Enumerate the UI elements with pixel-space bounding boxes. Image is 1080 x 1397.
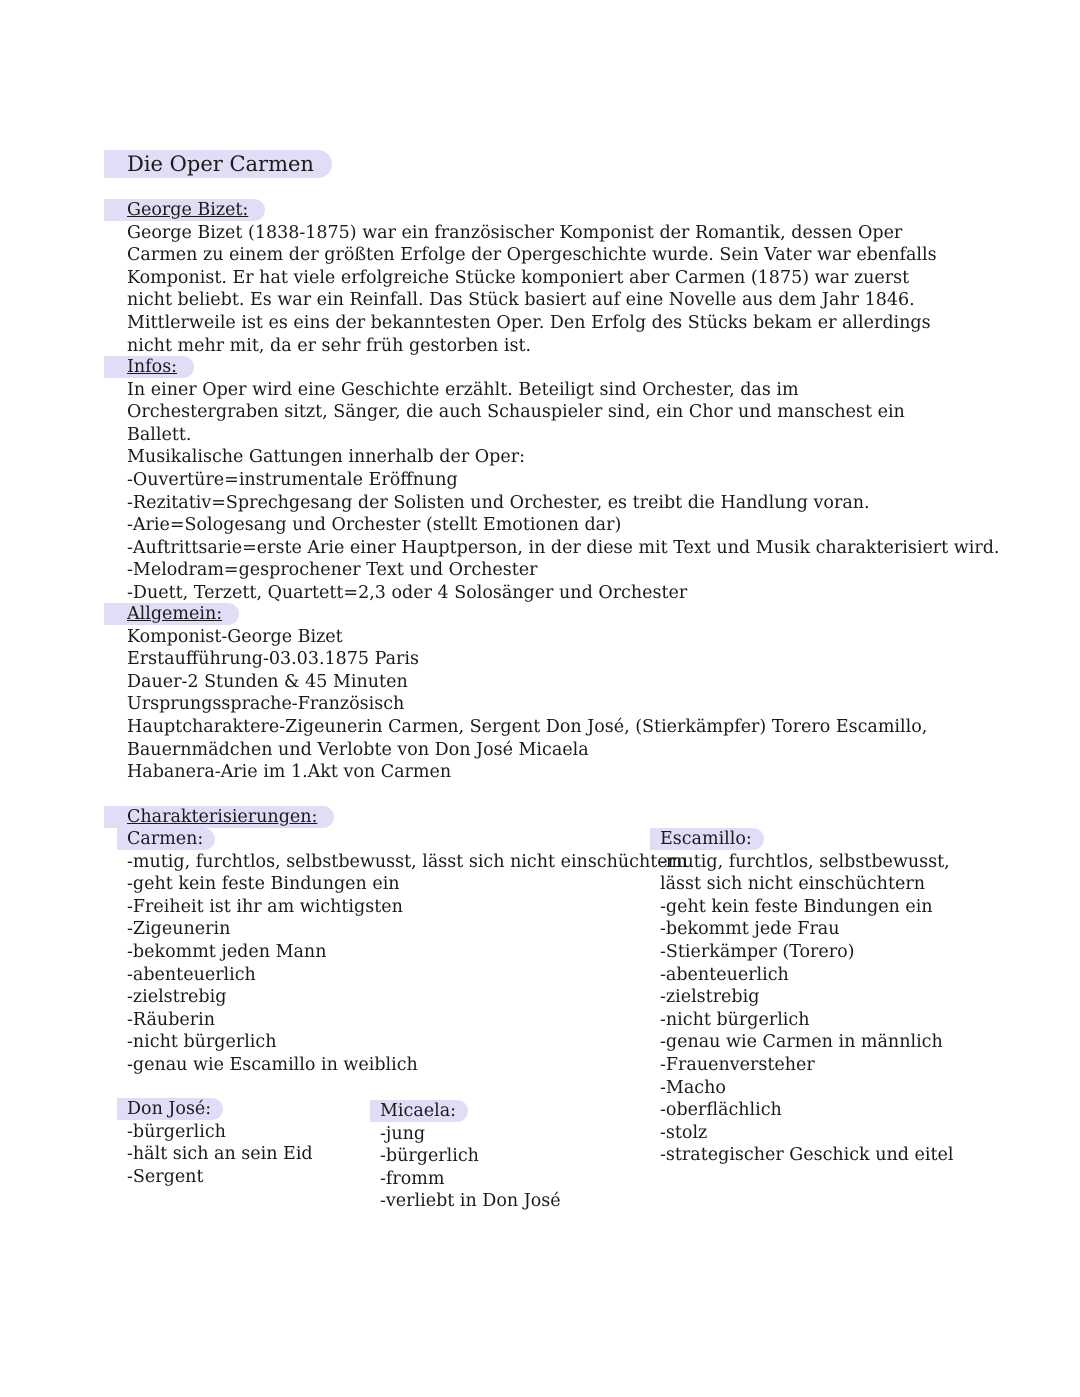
list-item: -Ouvertüre=instrumentale Eröffnung [127,469,458,490]
list-item: -Arie=Sologesang und Orchester (stellt Emotionen dar) [127,515,622,536]
trait-item: -genau wie Carmen in männlich [660,1032,943,1053]
character-name-micaela: Micaela: [370,1100,468,1122]
infos-intro: In einer Oper wird eine Geschichte erzählt. Beteiligt sind Orchester, das im Orchestergraben sitzt, Sänger, die auch Schauspieler sind, ein Chor und manschest ein Ballett. [127,379,905,445]
fact-line: Bauernmädchen und Verlobte von Don José Micaela [127,739,589,760]
trait-item: -bürgerlich [380,1146,479,1167]
trait-item: -Freiheit ist ihr am wichtigsten [127,896,403,917]
section-allgemein [127,603,967,784]
character-micaela [380,1100,561,1213]
trait-item: -Frauenversteher [660,1054,815,1075]
trait-item: -geht kein feste Bindungen ein [660,896,933,917]
list-item: -Rezitativ=Sprechgesang der Solisten und Orchester, es treibt die Handlung voran. [127,492,870,513]
character-name-carmen: Carmen: [117,828,215,850]
fact-line: Erstaufführung-03.03.1875 Paris [127,649,419,670]
character-name-escamillo: Escamillo: [650,828,764,850]
trait-item: -bürgerlich [127,1121,226,1142]
trait-item: -zielstrebig [127,987,227,1008]
trait-item: -Sergent [127,1166,204,1187]
section-heading-charakter: Charakterisierungen: [104,806,334,828]
trait-item: -bekommt jede Frau [660,919,840,940]
list-item: -Duett, Terzett, Quartett=2,3 oder 4 Solosänger und Orchester [127,582,688,603]
trait-item: -Zigeunerin [127,919,231,940]
trait-item: -genau wie Escamillo in weiblich [127,1054,418,1075]
page-title: Die Oper Carmen [104,150,332,178]
fact-line: Dauer-2 Stunden & 45 Minuten [127,671,408,692]
trait-item: -zielstrebig [660,987,760,1008]
trait-item: -verliebt in Don José [380,1191,561,1212]
fact-line: Ursprungssprache-Französisch [127,694,405,715]
trait-item: -abenteuerlich [127,964,256,985]
character-name-donjose: Don José: [117,1098,223,1120]
character-escamillo [660,828,953,1167]
list-item: -Melodram=gesprochener Text und Orchester [127,560,538,581]
section-charakter [127,806,967,829]
trait-item: -geht kein feste Bindungen ein [127,874,400,895]
section-heading-bizet: George Bizet: [104,199,265,221]
fact-line: Habanera-Arie im 1.Akt von Carmen [127,762,452,783]
trait-item: -oberflächlich [660,1100,782,1121]
trait-item: -Räuberin [127,1009,215,1030]
fact-line: Komponist-George Bizet [127,626,343,647]
section-heading-allgemein: Allgemein: [104,603,239,625]
list-item: -Auftrittsarie=erste Arie einer Hauptperson, in der diese mit Text und Musik charakterisiert wird. [127,537,1000,558]
section-infos [127,356,1000,605]
section-bizet [127,199,967,357]
trait-item: -bekommt jeden Mann [127,941,327,962]
trait-item: -stolz [660,1122,708,1143]
trait-item: -nicht bürgerlich [660,1009,810,1030]
character-donjose [127,1098,313,1188]
section-heading-infos: Infos: [104,356,194,378]
infos-subheading: Musikalische Gattungen innerhalb der Oper: [127,447,525,468]
trait-item: -Macho [660,1077,726,1098]
trait-item: -mutig, furchtlos, selbstbewusst, [660,851,950,872]
bizet-text: George Bizet (1838-1875) war ein französischer Komponist der Romantik, dessen Oper Carmen zu einem der größten Erfolge der Opergeschichte wurde. Sein Vater war ebenfalls Komponist. Er hat viele erfolgreiche Stücke komponiert aber Carmen (1875) war zuerst nicht beliebt. Es war ein Reinfall. Das Stück basiert auf eine Novelle aus dem Jahr 1846. Mittlerweile ist es eins der bekanntesten Oper. Den Erfolg des Stücks bekam er allerdings nicht mehr mit, da er sehr früh gestorben ist. [127,222,937,356]
trait-item: lässt sich nicht einschüchtern [660,874,925,895]
trait-item: -hält sich an sein Eid [127,1144,313,1165]
trait-item: -strategischer Geschick und eitel [660,1145,954,1166]
trait-item: -jung [380,1123,426,1144]
trait-item: -nicht bürgerlich [127,1032,277,1053]
trait-item: -fromm [380,1168,445,1189]
trait-item: -abenteuerlich [660,964,789,985]
trait-item: -Stierkämper (Torero) [660,941,855,962]
fact-line: Hauptcharaktere-Zigeunerin Carmen, Sergent Don José, (Stierkämpfer) Torero Escamillo, [127,716,928,737]
trait-item: -mutig, furchtlos, selbstbewusst, lässt sich nicht einschüchtern [127,851,688,872]
character-carmen [127,828,687,1077]
